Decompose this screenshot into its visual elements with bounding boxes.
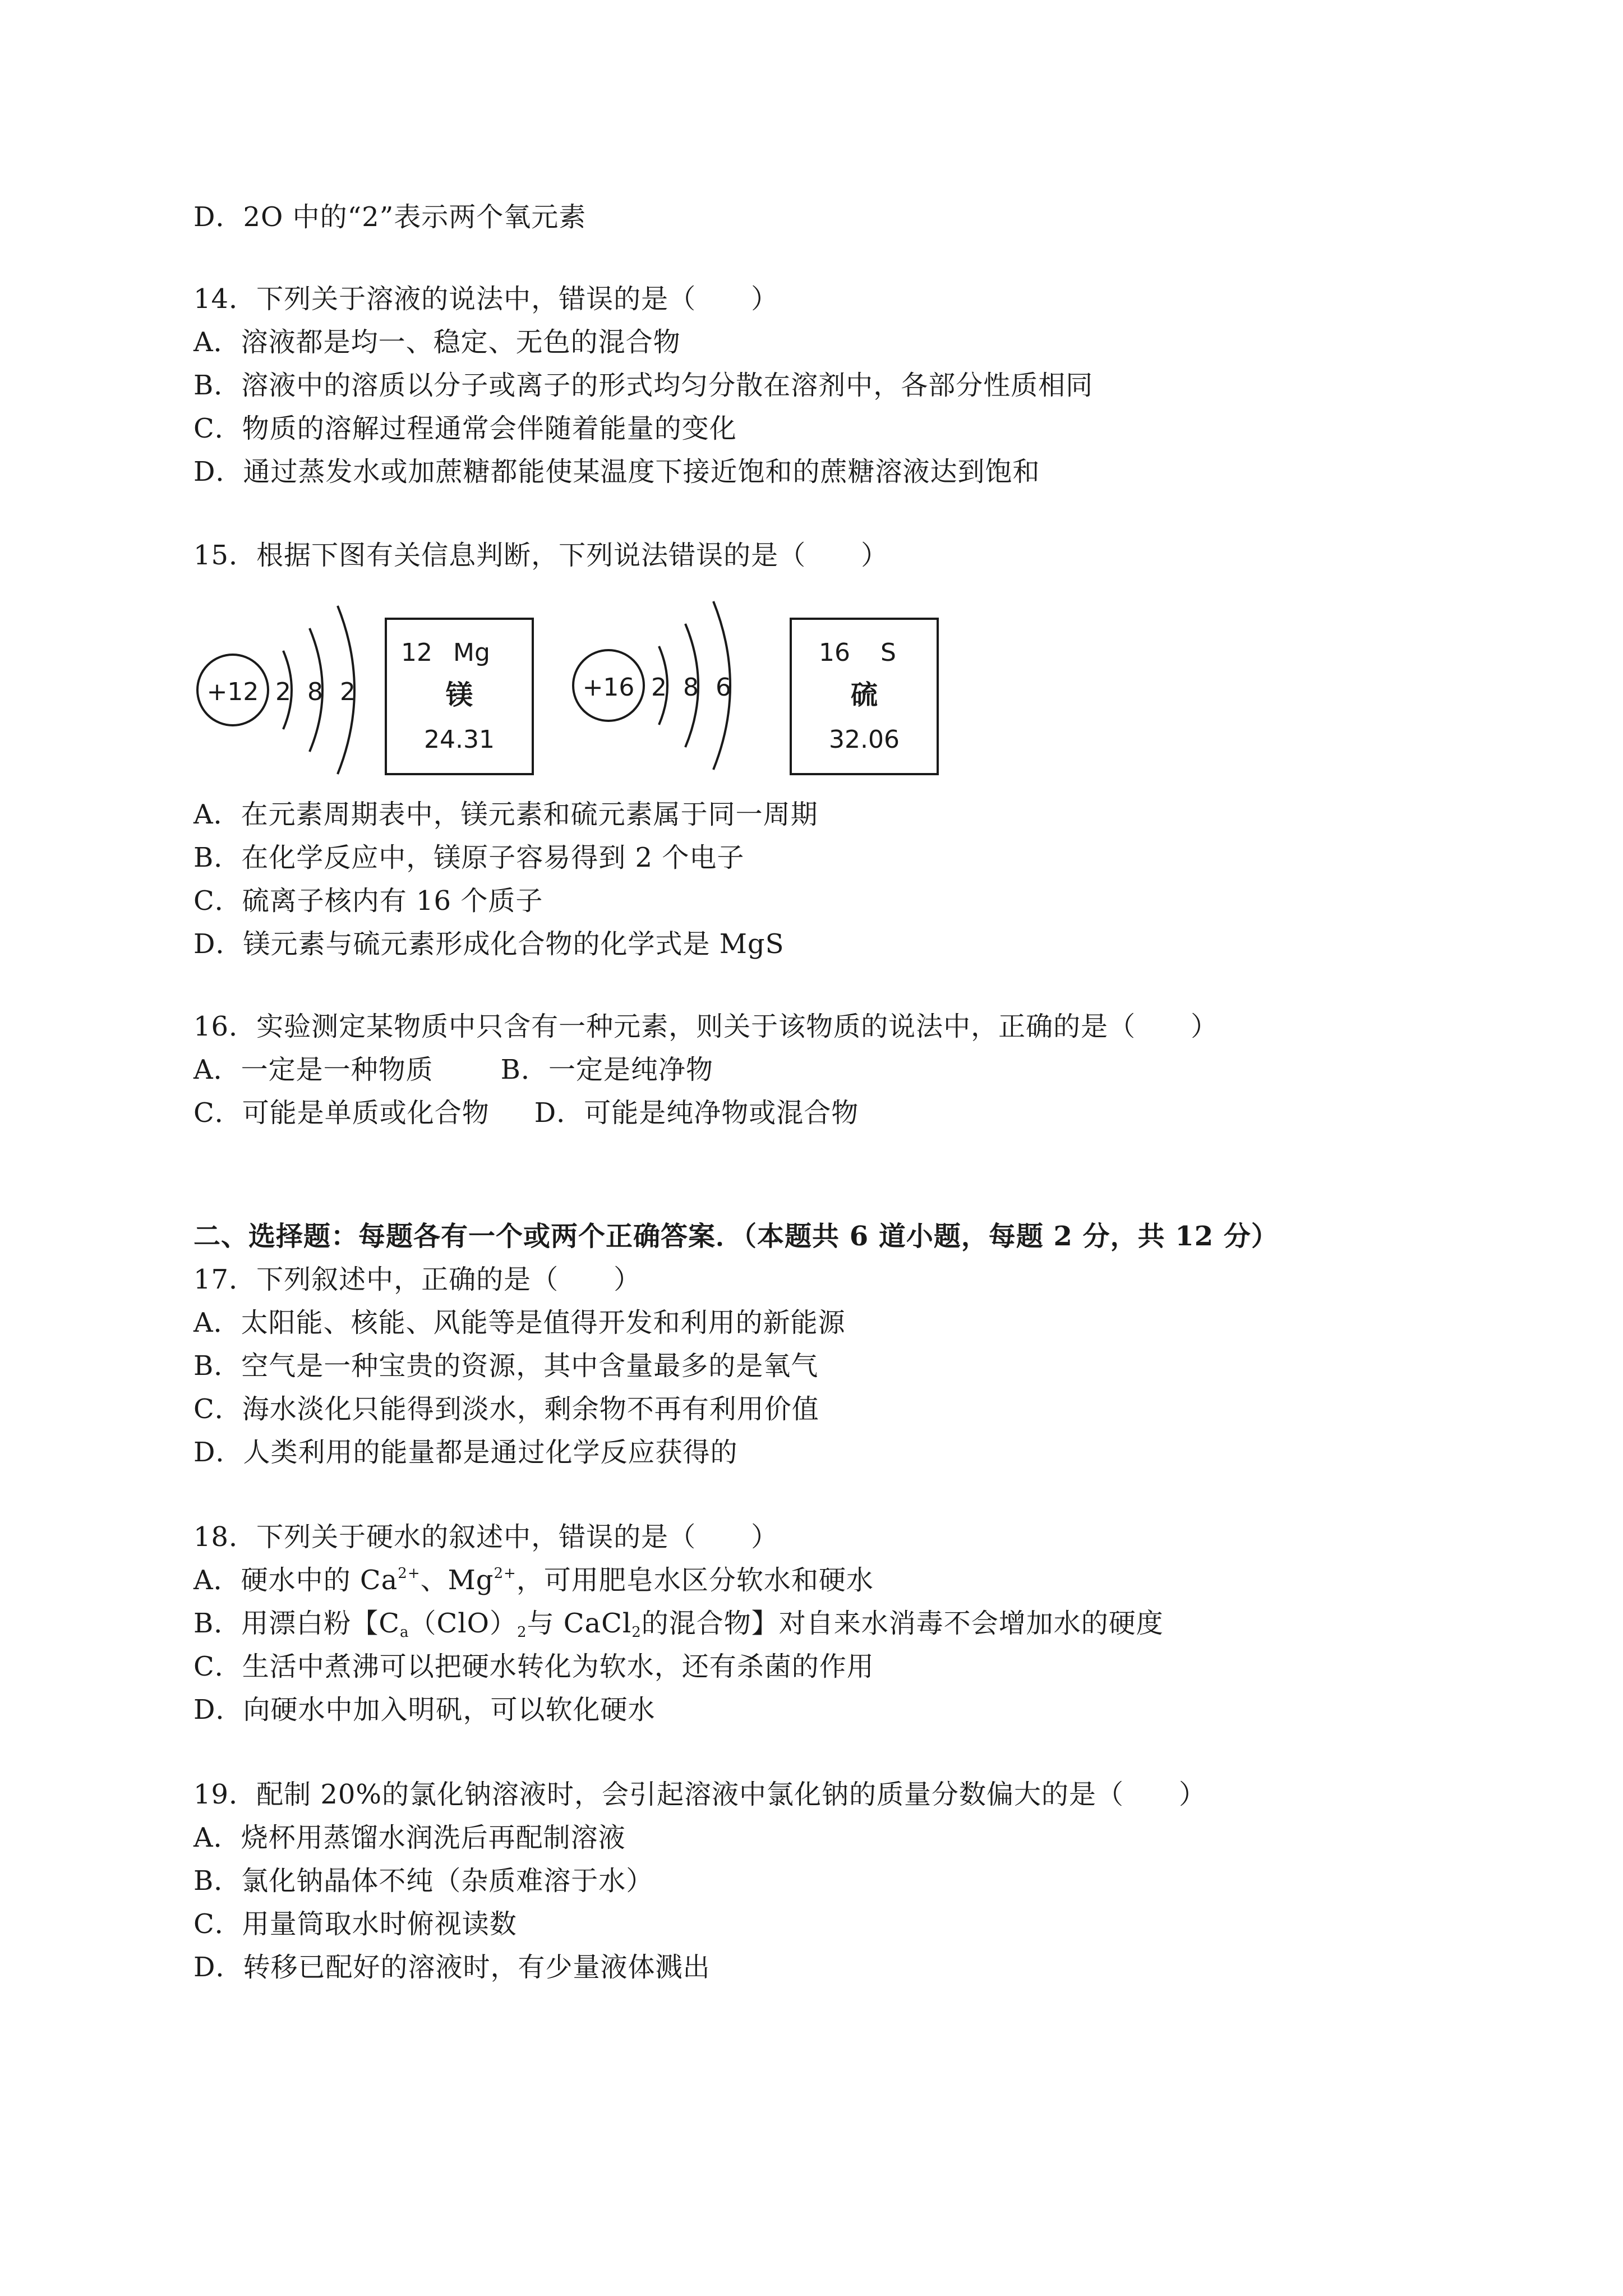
mg-nucleus-charge: +12 bbox=[206, 678, 259, 706]
q19-stem: 19．配制 20%的氯化钠溶液时，会引起溶液中氯化钠的质量分数偏大的是（ ） bbox=[193, 1779, 1207, 1810]
s-shell-3-count: 6 bbox=[716, 673, 731, 702]
q17-stem: 17．下列叙述中，正确的是（ ） bbox=[193, 1264, 642, 1295]
s-chinese-name: 硫 bbox=[850, 679, 878, 711]
section-2-heading: 二、选择题：每题各有一个或两个正确答案．（本题共 6 道小题，每题 2 分，共 12 分） bbox=[193, 1221, 1279, 1252]
q14-option-d: D．通过蒸发水或加蔗糖都能使某温度下接近饱和的蔗糖溶液达到饱和 bbox=[193, 456, 1040, 487]
q16-option-c: C．可能是单质或化合物 bbox=[193, 1097, 490, 1129]
q18-a-text-2: 、Mg bbox=[420, 1565, 494, 1596]
q15-option-c: C．硫离子核内有 16 个质子 bbox=[193, 885, 543, 917]
q18-option-d: D．向硬水中加入明矾，可以软化硬水 bbox=[193, 1694, 656, 1726]
s-shell-2-count: 8 bbox=[683, 673, 699, 702]
q17-option-c: C．海水淡化只能得到淡水，剩余物不再有利用价值 bbox=[193, 1393, 819, 1425]
mg-atomic-mass: 24.31 bbox=[424, 725, 495, 754]
q18-stem: 18．下列关于硬水的叙述中，错误的是（ ） bbox=[193, 1521, 779, 1553]
q15-option-b: B．在化学反应中，镁原子容易得到 2 个电子 bbox=[193, 842, 745, 873]
s-element-cell bbox=[791, 619, 938, 774]
s-atomic-number: 16 bbox=[819, 638, 850, 667]
q16-option-a: A．一定是一种物质 bbox=[193, 1054, 434, 1085]
q14-option-b: B．溶液中的溶质以分子或离子的形式均匀分散在溶剂中，各部分性质相同 bbox=[193, 370, 1094, 401]
q16-stem: 16．实验测定某物质中只含有一种元素，则关于该物质的说法中，正确的是（ ） bbox=[193, 1011, 1219, 1042]
atom-structure-diagram bbox=[185, 589, 959, 791]
mg-symbol: Mg bbox=[453, 638, 490, 667]
mg-shell-1-count: 2 bbox=[275, 678, 291, 706]
q18-a-text-3: ，可用肥皂水区分软水和硬水 bbox=[516, 1565, 874, 1596]
s-shell-1-count: 2 bbox=[651, 673, 667, 702]
q14-stem: 14．下列关于溶液的说法中，错误的是（ ） bbox=[193, 283, 779, 315]
q18-b-text-2: （ClO） bbox=[409, 1608, 517, 1639]
q18-b-text-4: 的混合物】对自来水消毒不会增加水的硬度 bbox=[641, 1608, 1164, 1639]
mg-shell-3-count: 2 bbox=[340, 678, 356, 706]
q17-option-a: A．太阳能、核能、风能等是值得开发和利用的新能源 bbox=[193, 1307, 846, 1338]
q18-option-a bbox=[193, 1563, 874, 1597]
s-atomic-mass: 32.06 bbox=[829, 725, 900, 754]
q19-option-d: D．转移已配好的溶液时，有少量液体溅出 bbox=[193, 1952, 711, 1983]
mg-element-cell bbox=[386, 619, 533, 774]
q18-a-text-1: A．硬水中的 Ca bbox=[193, 1565, 398, 1596]
q19-option-a: A．烧杯用蒸馏水润洗后再配制溶液 bbox=[193, 1822, 626, 1853]
s-atom-diagram bbox=[573, 601, 731, 770]
q14-option-a: A．溶液都是均一、稳定、无色的混合物 bbox=[193, 326, 681, 358]
mg-atomic-number: 12 bbox=[401, 638, 432, 667]
q19-option-c: C．用量筒取水时俯视读数 bbox=[193, 1908, 517, 1940]
q16-option-d: D．可能是纯净物或混合物 bbox=[534, 1097, 859, 1129]
s-symbol: S bbox=[880, 638, 896, 667]
q15-option-a: A．在元素周期表中，镁元素和硫元素属于同一周期 bbox=[193, 799, 818, 830]
mg-charge: 2+ bbox=[494, 1565, 517, 1582]
q16-options-row-1 bbox=[193, 1053, 713, 1087]
q18-option-b bbox=[193, 1607, 1164, 1640]
q17-option-d: D．人类利用的能量都是通过化学反应获得的 bbox=[193, 1437, 738, 1468]
q18-option-c: C．生活中煮沸可以把硬水转化为软水，还有杀菌的作用 bbox=[193, 1651, 874, 1682]
q18-b-sub-2a: 2 bbox=[517, 1624, 527, 1641]
q16-option-b: B．一定是纯净物 bbox=[500, 1054, 713, 1085]
ca-charge: 2+ bbox=[398, 1565, 421, 1582]
q18-b-text-3: 与 CaCl bbox=[527, 1608, 632, 1639]
q17-option-b: B．空气是一种宝贵的资源，其中含量最多的是氧气 bbox=[193, 1350, 819, 1382]
q19-option-b: B．氯化钠晶体不纯（杂质难溶于水） bbox=[193, 1865, 654, 1897]
q16-options-row-2 bbox=[193, 1096, 859, 1130]
q15-figure bbox=[185, 589, 959, 791]
q18-b-sub-2b: 2 bbox=[631, 1624, 642, 1641]
mg-chinese-name: 镁 bbox=[445, 679, 473, 711]
q18-b-sub-a: a bbox=[400, 1624, 409, 1641]
q15-option-d: D．镁元素与硫元素形成化合物的化学式是 MgS bbox=[193, 928, 785, 960]
s-nucleus-charge: +16 bbox=[582, 673, 635, 702]
q13-option-d: D．2O 中的“2”表示两个氧元素 bbox=[193, 201, 587, 233]
q15-stem: 15．根据下图有关信息判断，下列说法错误的是（ ） bbox=[193, 540, 889, 571]
mg-shell-2-count: 8 bbox=[307, 678, 323, 706]
mg-atom-diagram bbox=[197, 606, 356, 774]
q14-option-c: C．物质的溶解过程通常会伴随着能量的变化 bbox=[193, 413, 737, 444]
q18-b-text-1: B．用漂白粉【C bbox=[193, 1608, 400, 1639]
